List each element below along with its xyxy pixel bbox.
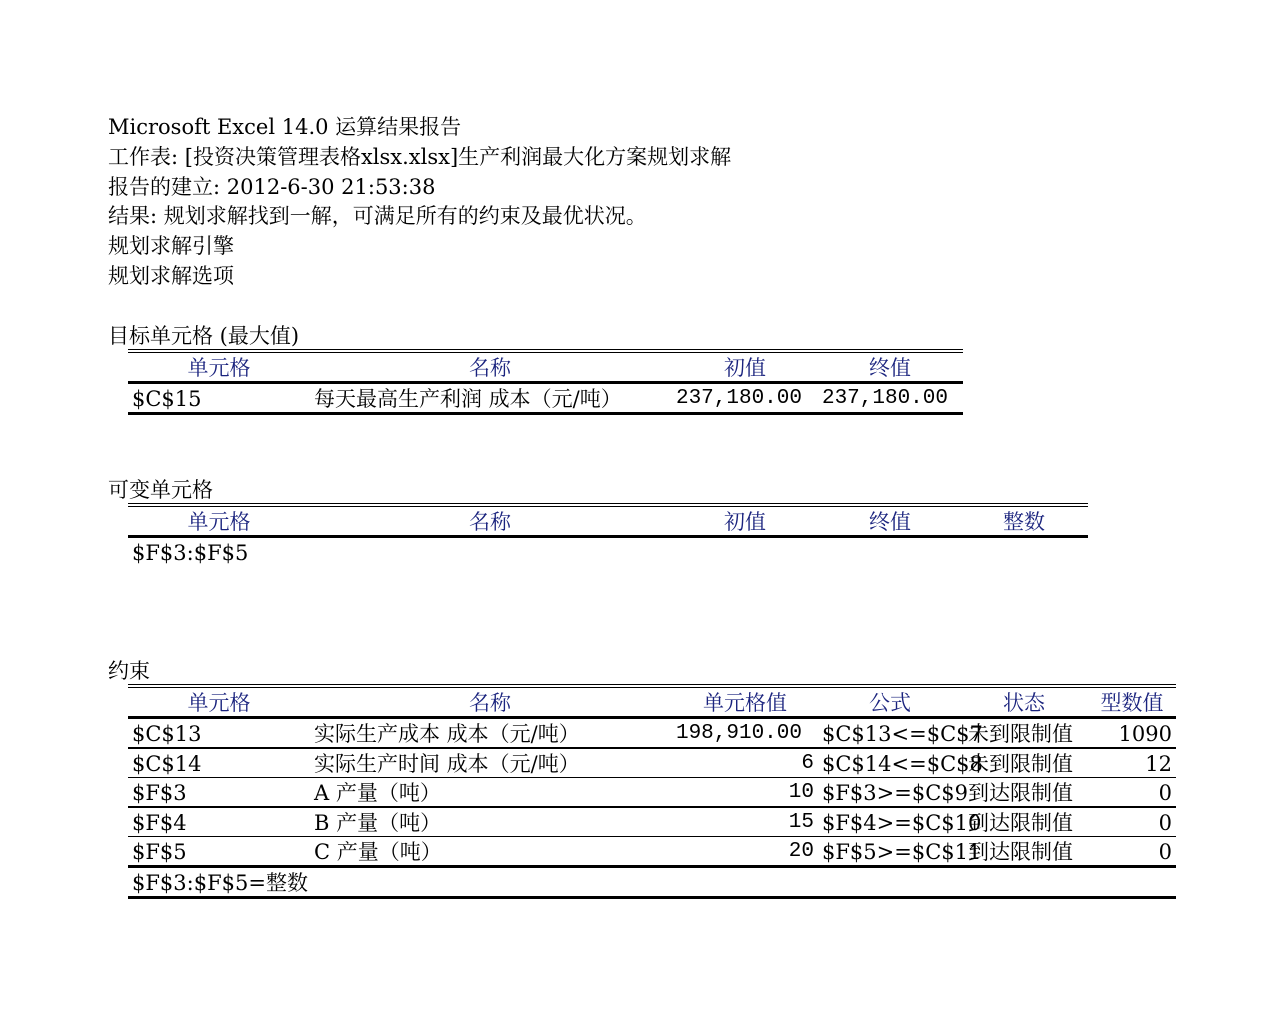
- row-slack: 1090: [1118, 722, 1172, 746]
- header-cell: 单元格: [187, 356, 251, 380]
- solver-engine-line: 规划求解引擎: [108, 234, 234, 258]
- row-initial: 237,180.00: [675, 387, 802, 410]
- row-cell: $C$13: [132, 722, 202, 746]
- row-status: 到达限制值: [968, 781, 1073, 805]
- row-status: 未到限制值: [968, 751, 1073, 776]
- header-final: 终值: [869, 510, 911, 534]
- row-final: 237,180.00: [821, 387, 948, 410]
- row-slack: 12: [1145, 751, 1172, 776]
- header-name: 名称: [469, 691, 511, 715]
- variables-section-title: 可变单元格: [108, 478, 213, 502]
- header-initial: 初值: [724, 510, 766, 534]
- row-value: 20: [788, 840, 814, 863]
- row-value: 198,910.00: [675, 722, 802, 745]
- row-value: 6: [801, 751, 814, 775]
- row-name: 每天最高生产利润 成本（元/吨）: [314, 387, 622, 411]
- row-value: 15: [788, 810, 814, 834]
- header-value: 单元格值: [703, 691, 787, 715]
- table-header-row: [128, 353, 963, 381]
- table-header-row: [128, 507, 1088, 535]
- header-slack: 型数值: [1100, 691, 1164, 715]
- row-value: 10: [788, 781, 814, 804]
- header-integer: 整数: [1003, 510, 1045, 534]
- constraints-table: [128, 684, 1176, 899]
- row-name: B 产量（吨）: [314, 810, 442, 835]
- table-row: [128, 778, 1176, 806]
- row-status: 未到限制值: [968, 722, 1073, 746]
- row-cell: $F$3:$F$5: [132, 541, 249, 565]
- row-name: C 产量（吨）: [314, 840, 442, 864]
- header-cell: 单元格: [187, 510, 251, 534]
- table-row: [128, 808, 1176, 836]
- table-row: [128, 538, 1088, 566]
- row-slack: 0: [1158, 810, 1172, 835]
- header-status: 状态: [1003, 691, 1045, 715]
- row-cell: $C$14: [132, 751, 202, 776]
- row-formula: $F$5>=$C$11: [822, 840, 982, 864]
- row-cell: $F$5: [132, 840, 187, 864]
- row-cell: $F$4: [132, 810, 187, 835]
- table-footer-row: [128, 868, 1176, 896]
- row-cell: $C$15: [132, 387, 202, 411]
- objective-table: [128, 349, 963, 415]
- row-formula: $F$3>=$C$9: [822, 781, 968, 805]
- row-formula: $F$4>=$C$10: [822, 810, 982, 835]
- table-bottom-rule: [128, 896, 1176, 899]
- table-row: [128, 719, 1176, 747]
- row-status: 到达限制值: [968, 840, 1073, 864]
- row-slack: 0: [1158, 840, 1172, 864]
- table-row: [128, 384, 963, 412]
- objective-section-title: 目标单元格 (最大值): [108, 324, 300, 348]
- constraints-section-title: 约束: [108, 659, 150, 683]
- variables-table: [128, 503, 1088, 566]
- header-name: 名称: [469, 356, 511, 380]
- integer-constraint: $F$3:$F$5=整数: [132, 871, 308, 895]
- report-created-line: 报告的建立: 2012-6-30 21:53:38: [108, 175, 436, 199]
- header-final: 终值: [869, 356, 911, 380]
- header-cell: 单元格: [187, 691, 251, 715]
- worksheet-line: 工作表: [投资决策管理表格xlsx.xlsx]生产利润最大化方案规划求解: [108, 145, 732, 169]
- row-formula: $C$14<=$C$8: [822, 751, 983, 776]
- header-initial: 初值: [724, 356, 766, 380]
- table-row: [128, 837, 1176, 865]
- row-cell: $F$3: [132, 781, 187, 805]
- row-formula: $C$13<=$C$7: [822, 722, 983, 746]
- table-row: [128, 749, 1176, 777]
- header-formula: 公式: [869, 691, 911, 715]
- row-name: A 产量（吨）: [314, 781, 441, 805]
- row-slack: 0: [1158, 781, 1172, 805]
- table-bottom-rule: [128, 412, 963, 415]
- row-status: 到达限制值: [968, 810, 1073, 835]
- row-name: 实际生产时间 成本（元/吨）: [314, 751, 580, 776]
- row-name: 实际生产成本 成本（元/吨）: [314, 722, 580, 746]
- result-line: 结果: 规划求解找到一解，可满足所有的约束及最优状况。: [108, 204, 647, 228]
- header-name: 名称: [469, 510, 511, 534]
- table-header-row: [128, 688, 1176, 716]
- solver-options-line: 规划求解选项: [108, 264, 234, 288]
- report-title: Microsoft Excel 14.0 运算结果报告: [108, 115, 462, 139]
